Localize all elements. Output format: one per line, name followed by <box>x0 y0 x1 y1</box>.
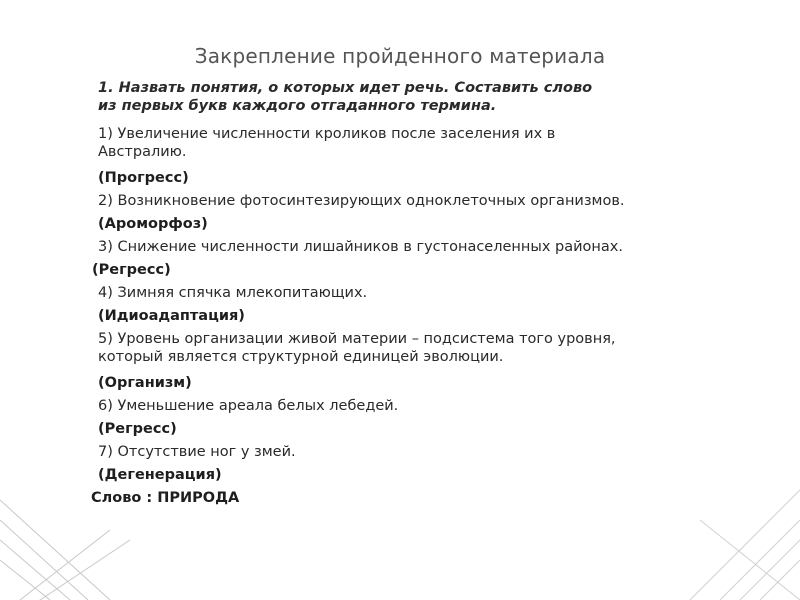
item-6-answer: (Регресс) <box>98 421 177 437</box>
item-5-answer: (Организм) <box>98 375 192 391</box>
item-2-line-1: 2) Возникновение фотосинтезирующих одноклеточных организмов. <box>98 193 625 209</box>
task-line-2: из первых букв каждого отгаданного термина. <box>98 98 497 114</box>
item-3-answer: (Регресс) <box>92 262 171 278</box>
item-2-answer: (Ароморфоз) <box>98 216 208 232</box>
item-5-line-2: который является структурной единицей эволюции. <box>98 349 504 365</box>
item-3-line-1: 3) Снижение численности лишайников в густонаселенных районах. <box>98 239 623 255</box>
item-6-line-1: 6) Уменьшение ареала белых лебедей. <box>98 398 399 414</box>
slide-title: Закрепление пройденного материала <box>194 44 606 68</box>
item-1-line-2: Австралию. <box>98 144 187 160</box>
final-word: Слово : ПРИРОДА <box>91 490 240 506</box>
item-4-line-1: 4) Зимняя спячка млекопитающих. <box>98 285 368 301</box>
item-1-line-1: 1) Увеличение численности кроликов после заселения их в <box>98 126 556 142</box>
item-7-answer: (Дегенерация) <box>98 467 222 483</box>
task-line-1: 1. Назвать понятия, о которых идет речь. Составить слово <box>98 80 593 96</box>
item-7-line-1: 7) Отсутствие ног у змей. <box>98 444 296 460</box>
item-5-line-1: 5) Уровень организации живой материи – подсистема того уровня, <box>98 331 616 347</box>
item-1-answer: (Прогресс) <box>98 170 189 186</box>
item-4-answer: (Идиоадаптация) <box>98 308 245 324</box>
